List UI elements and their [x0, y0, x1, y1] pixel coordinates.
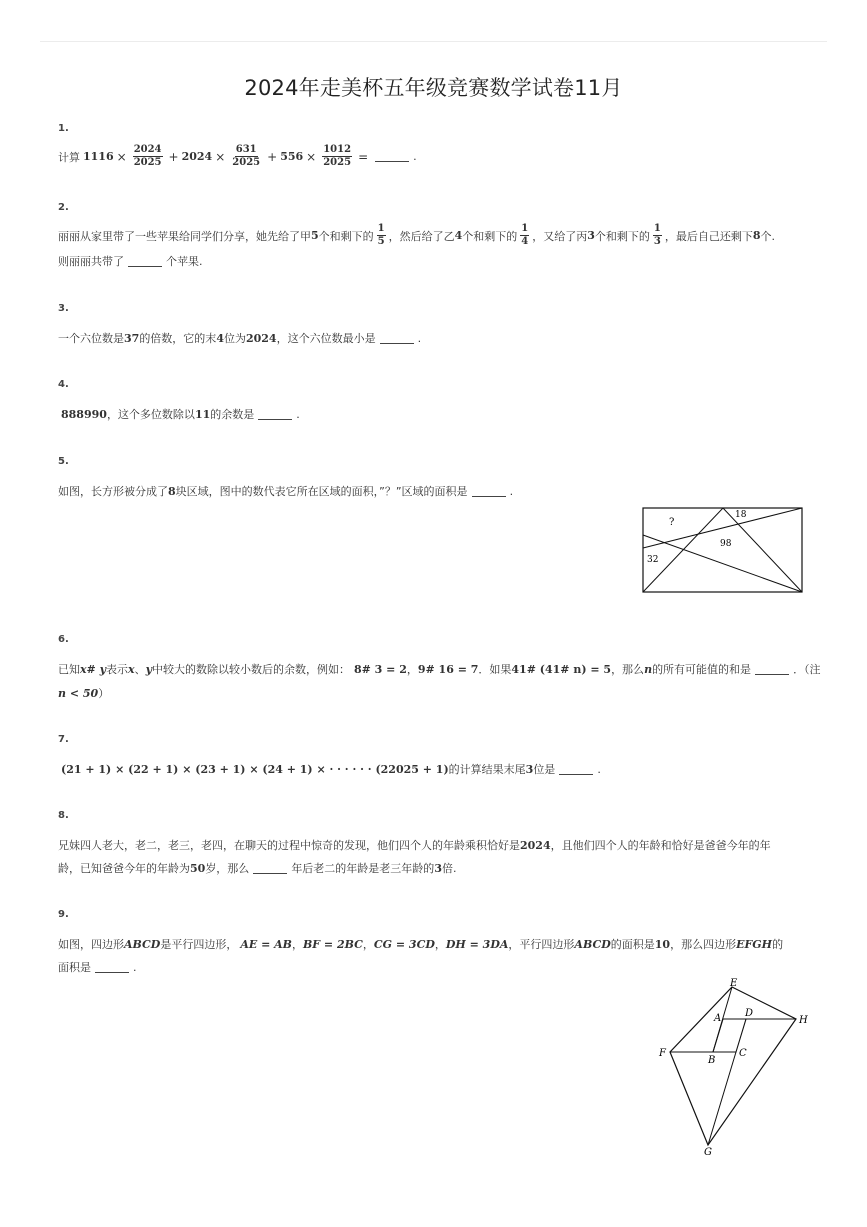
number: 3 [587, 229, 595, 242]
denominator: 3 [653, 236, 661, 247]
numerator: 1012 [323, 144, 352, 155]
number: 50 [190, 861, 206, 875]
number: 10 [654, 937, 671, 951]
text: 中较大的数除以较小数后的余数，例如： [151, 663, 350, 676]
vertex-label-h: H [799, 1015, 808, 1026]
text: 块区域，图中的数代表它所在区域的面积，”？”区域的面积是 [175, 485, 468, 498]
math-expression: AE = AB [240, 937, 292, 951]
text: 倍. [441, 862, 457, 875]
question-5-text [58, 483, 513, 499]
question-number: 5. [58, 456, 69, 467]
period: . [296, 407, 300, 421]
vertex-label-d: D [745, 1008, 754, 1019]
text: ， [291, 938, 303, 951]
text: ．（注 [793, 663, 821, 676]
answer-blank[interactable] [472, 486, 506, 497]
denominator: 4 [521, 236, 529, 247]
text: ，且他们四个人的年龄和恰好是爸爸今年的年 [550, 839, 771, 852]
vertex-label-a: A [714, 1013, 722, 1024]
number: 2024 [520, 838, 551, 852]
number: 5 [311, 229, 319, 242]
text: 如图，四边形 [58, 938, 124, 951]
region-label: 98 [720, 539, 732, 549]
math-expression: 41# (41# n) = 5 [511, 662, 612, 676]
numerator: 2024 [133, 144, 162, 155]
fraction [653, 223, 662, 248]
answer-blank[interactable] [253, 863, 287, 874]
question-1-text [58, 144, 417, 169]
text: 的余数是 [210, 408, 255, 421]
region-label-unknown: ? [669, 517, 675, 528]
math-expression: CG = 3CD [373, 937, 435, 951]
number: 4 [454, 229, 463, 242]
times-sign: × [215, 149, 226, 164]
text: 表示 [106, 663, 128, 676]
text: 的倍数，它的末 [139, 332, 217, 345]
text: 则丽丽共带了 [58, 255, 124, 268]
period: . [417, 331, 422, 345]
number: 556 [280, 150, 304, 163]
region-label: 32 [647, 555, 659, 565]
question-2-line-2 [58, 253, 203, 269]
text: ， [434, 938, 446, 951]
question-8-line-2 [58, 860, 456, 876]
text: 计算 [58, 150, 80, 164]
variable: y [145, 662, 152, 676]
text: ，这个多位数除以 [106, 408, 195, 421]
fraction [322, 144, 352, 169]
question-number: 4. [58, 379, 69, 390]
question-6-line-2 [58, 685, 109, 701]
figure-line [643, 508, 723, 592]
text: 兄妹四人老大，老二，老三，老四，在聊天的过程中惊奇的发现，他们四个人的年龄乘积恰好是 [58, 839, 520, 852]
math-expression: EFGH [736, 937, 773, 951]
answer-blank[interactable] [258, 409, 292, 420]
text: 的 [772, 938, 784, 951]
page-title: 2024年走美杯五年级竞赛数学试卷11月 [244, 76, 623, 100]
period: . [133, 960, 137, 974]
times-sign: × [116, 149, 127, 164]
quadrilateral-efgh [670, 987, 796, 1145]
text: 岁，那么 [205, 862, 250, 875]
number: 2024 [181, 150, 213, 163]
numerator: 1 [377, 223, 385, 234]
text: 的所有可能值的和是 [652, 663, 752, 676]
text: ，那么四边形 [670, 938, 737, 951]
question-number: 7. [58, 734, 69, 745]
question-2-line-1 [58, 223, 775, 248]
text: 龄，已知爸爸今年的年龄为 [58, 862, 190, 875]
text: 如图，长方形被分成了 [58, 485, 168, 498]
question-9-line-1 [58, 936, 783, 952]
math-expression: ABCD [124, 937, 161, 951]
question-9-line-2 [58, 959, 137, 975]
text: ） [98, 687, 110, 700]
top-divider [40, 41, 827, 42]
fraction [377, 223, 386, 248]
text: 已知 [58, 663, 80, 676]
question-number: 6. [58, 634, 69, 645]
plus-sign: + [267, 149, 278, 164]
period: . [413, 150, 417, 163]
vertex-label-c: C [739, 1048, 747, 1059]
numerator: 631 [235, 144, 257, 155]
question-number: 2. [58, 202, 69, 213]
text: ，这个六位数最小是 [276, 332, 376, 345]
math-expression: 8# 3 = 2 [353, 662, 407, 676]
math-expression: 9# 16 = 7 [417, 662, 479, 676]
text: ，然后给了乙 [388, 229, 455, 243]
quadrilateral-figure [650, 975, 815, 1160]
text: 个. [760, 229, 776, 243]
question-3-text [58, 330, 421, 346]
text: ，最后自己还剩下 [664, 229, 753, 243]
answer-blank[interactable] [559, 764, 593, 775]
plus-sign: + [168, 149, 179, 164]
answer-blank[interactable] [128, 256, 162, 267]
denominator: 2025 [323, 157, 352, 168]
text: 位为 [223, 332, 246, 345]
numerator: 1 [653, 223, 661, 234]
number: 3 [434, 861, 442, 875]
number: 11 [194, 407, 211, 421]
number: 8 [752, 229, 761, 242]
text: ，平行四边形 [508, 938, 575, 951]
math-expression: ABCD [574, 937, 611, 951]
region-label: 18 [735, 510, 747, 520]
variable: x [128, 662, 135, 676]
fraction [133, 144, 163, 169]
text: 年后老二的年龄是老三年龄的 [291, 862, 435, 875]
text: 个和剩下的 [318, 229, 374, 243]
math-expression: n < 50 [58, 686, 99, 700]
number: 888990 [61, 407, 107, 421]
text: 的计算结果末尾 [448, 763, 526, 776]
fraction [520, 223, 529, 248]
math-expression: x# y [80, 662, 106, 676]
vertex-label-f: F [659, 1048, 666, 1059]
answer-blank[interactable] [380, 333, 414, 344]
question-7-text [58, 761, 601, 777]
text: 是平行四边形， [160, 938, 238, 951]
fraction [231, 144, 261, 169]
text: 个苹果. [166, 255, 203, 268]
number: 2024 [245, 331, 277, 345]
times-sign: × [306, 149, 317, 164]
vertex-label-b: B [708, 1055, 716, 1066]
question-6-line-1 [58, 661, 821, 677]
question-number: 8. [58, 810, 69, 821]
figure-line [723, 508, 802, 592]
text: 面积是 [58, 961, 91, 974]
denominator: 5 [377, 236, 385, 247]
text: 、 [134, 663, 146, 676]
number: 4 [216, 331, 224, 345]
text: ．如果 [478, 663, 512, 676]
variable: n [644, 662, 653, 676]
math-expression: (21 + 1) × (22 + 1) × (23 + 1) × (24 + 1) × · · · · · · (22025 + 1) [61, 762, 449, 776]
answer-blank[interactable] [375, 151, 409, 162]
equals-sign: = [358, 149, 369, 164]
number: 8 [168, 484, 176, 498]
figure-rectangle [643, 508, 802, 592]
answer-blank[interactable] [755, 664, 789, 675]
period: . [597, 762, 601, 776]
text: ，那么 [611, 663, 645, 676]
number: 37 [124, 331, 140, 345]
rectangle-figure [641, 506, 805, 596]
text: ，又给了丙 [532, 229, 588, 243]
question-number: 1. [58, 123, 69, 134]
math-expression: DH = 3DA [445, 937, 509, 951]
question-4-text [58, 406, 300, 422]
period: . [509, 484, 514, 498]
number: 1116 [83, 150, 114, 163]
math-expression: BF = 2BC [302, 937, 363, 951]
text: ， [362, 938, 374, 951]
text: ， [406, 663, 418, 676]
question-number: 9. [58, 909, 69, 920]
text: 的面积是 [610, 938, 655, 951]
question-8-line-1 [58, 837, 771, 853]
denominator: 2025 [133, 157, 162, 168]
text: 个和剩下的 [594, 229, 650, 243]
text: 位是 [533, 763, 556, 776]
text: 丽丽从家里带了一些苹果给同学们分享，她先给了甲 [58, 229, 311, 243]
text: 个和剩下的 [462, 229, 518, 243]
number: 3 [525, 762, 534, 776]
denominator: 2025 [232, 157, 261, 168]
numerator: 1 [521, 223, 529, 234]
vertex-label-e: E [730, 978, 738, 989]
question-number: 3. [58, 303, 69, 314]
answer-blank[interactable] [95, 962, 129, 973]
text: 一个六位数是 [58, 332, 124, 345]
vertex-label-g: G [704, 1147, 712, 1158]
